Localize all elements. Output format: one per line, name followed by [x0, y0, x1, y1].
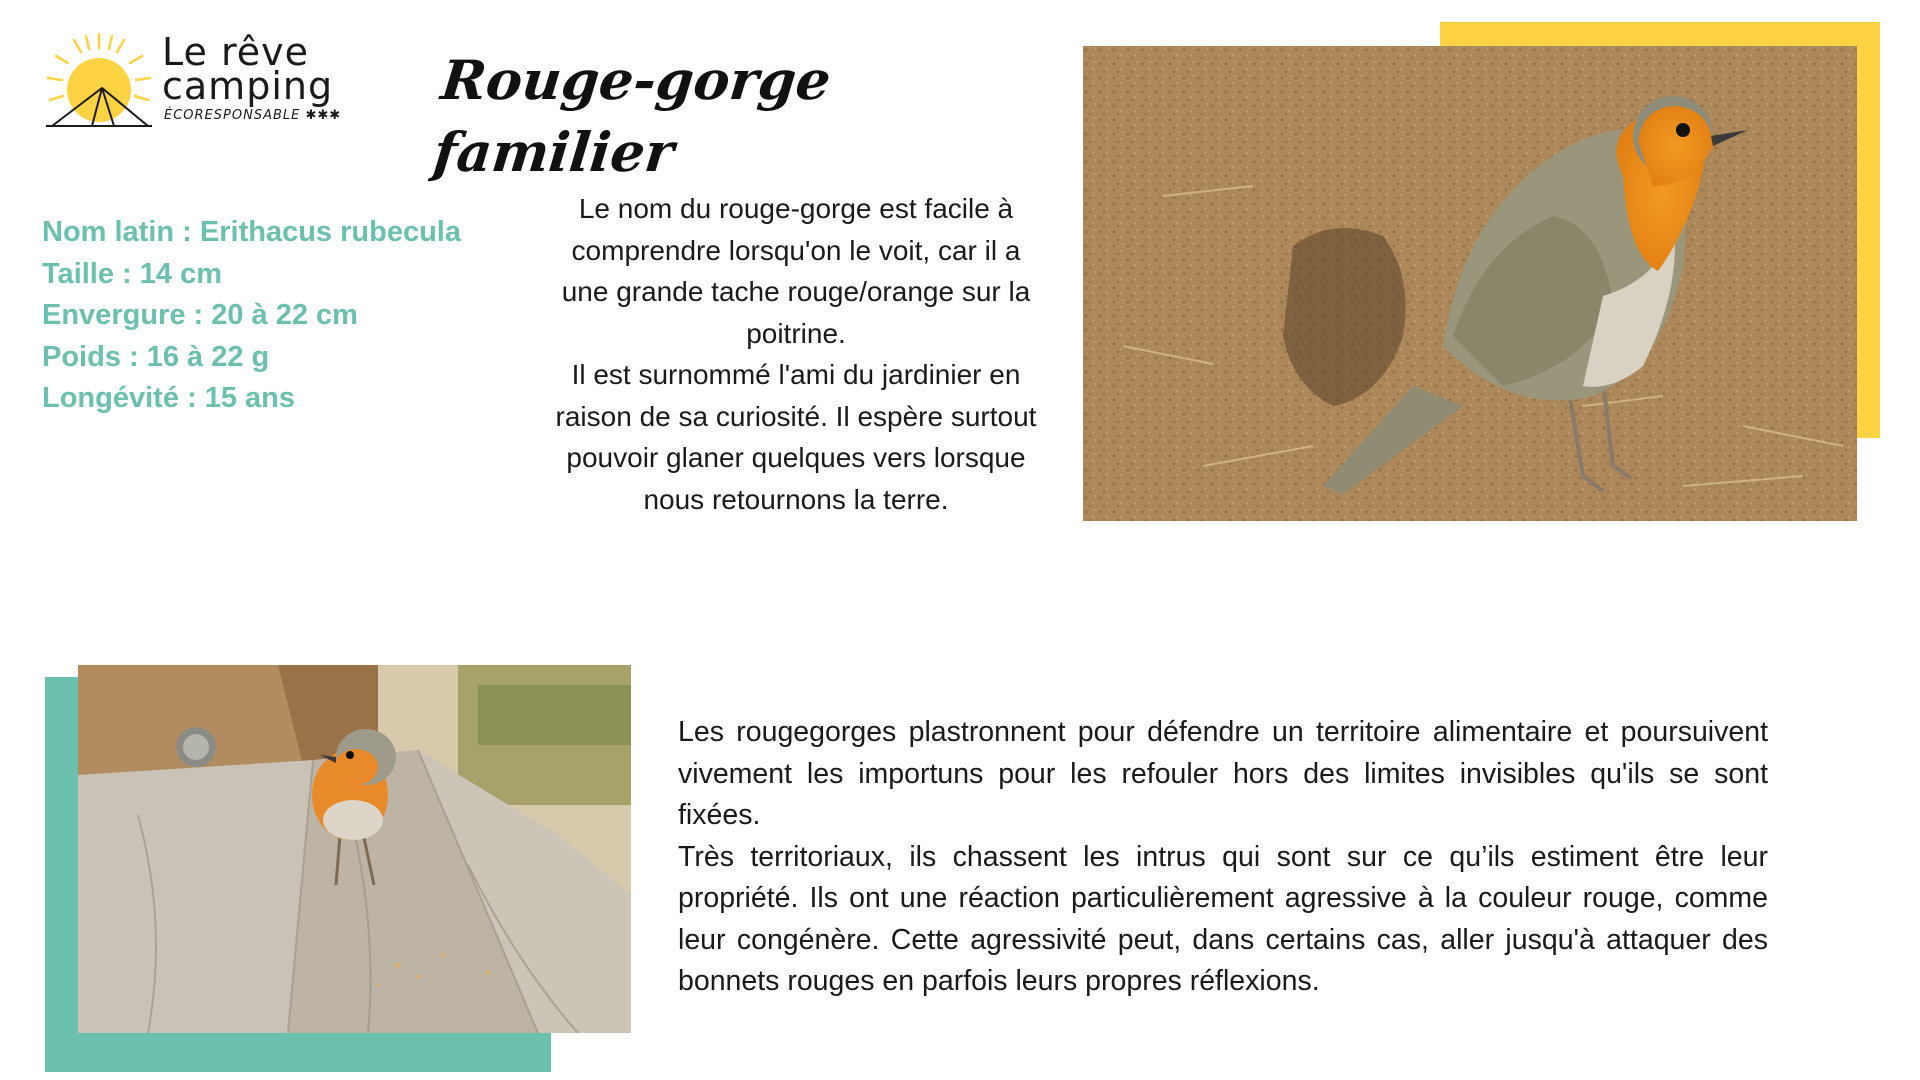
body-paragraph-2: Très territoriaux, ils chassent les intrus qui sont sur ce qu’ils estiment être leur propriété. Ils ont une réaction particulièrement agressive à la couleur rouge, comme leur congénère. Cette agressivité peut, dans certains cas, aller jusqu'à attaquer des bonnets rouges en parfois leurs propres réflexions. — [678, 840, 1768, 997]
body-paragraph-1: Les rougegorges plastronnent pour défendre un territoire alimentaire et poursuivent vivement les importuns pour les refouler hors des limites invisibles qu'ils se sont fixées. — [678, 716, 1768, 831]
logo-line-2: camping — [162, 64, 334, 108]
logo-line-3: ÉCORESPONSABLE ✱✱✱ — [164, 108, 342, 123]
sun-tent-icon — [44, 30, 154, 130]
body-text — [678, 712, 1768, 1003]
logo-line-1: Le rêve — [162, 30, 309, 74]
page-title: Rouge-gorge familier — [430, 48, 834, 184]
intro-paragraph-1: Le nom du rouge-gorge est facile à comprendre lorsqu'on le voit, car il a une grande tache rouge/orange sur la poitrine. — [561, 193, 1031, 349]
robin-photo-bench — [78, 665, 631, 1033]
fact-wingspan: Envergure : 20 à 22 cm — [42, 299, 358, 331]
camping-logo — [44, 30, 364, 130]
intro-paragraph-2: Il est surnommé l'ami du jardinier en raison de sa curiosité. Il espère surtout pouvoir glaner quelques vers lorsque nous retournons la terre. — [555, 359, 1037, 515]
fact-longevity: Longévité : 15 ans — [42, 382, 296, 414]
fact-size: Taille : 14 cm — [42, 257, 222, 290]
fact-weight: Poids : 16 à 22 g — [42, 340, 270, 373]
intro-text — [546, 188, 1046, 520]
species-facts — [42, 212, 522, 420]
robin-photo-ground — [1083, 46, 1857, 521]
fact-latin-name: Nom latin : Erithacus rubecula — [42, 216, 461, 248]
